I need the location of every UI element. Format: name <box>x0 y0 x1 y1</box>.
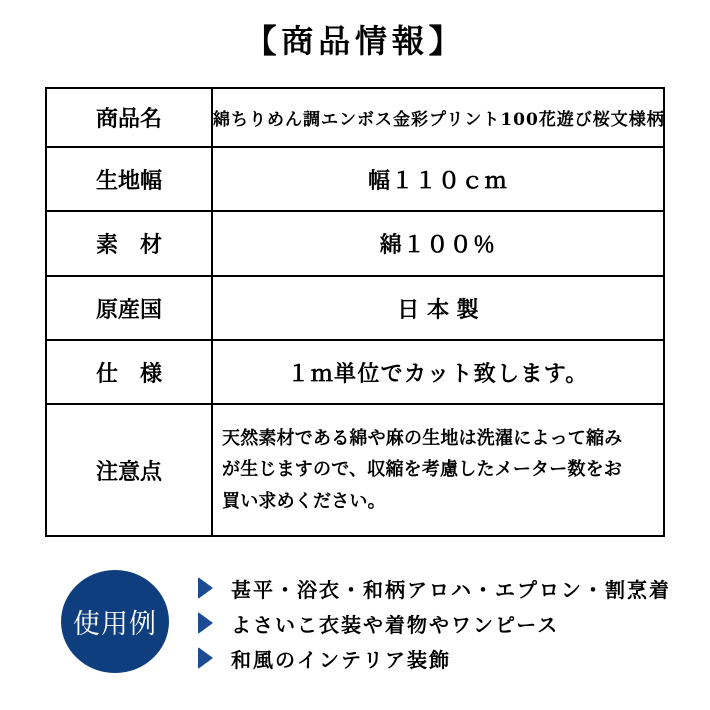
row-value: 日本製 <box>397 296 487 323</box>
table-row <box>47 275 663 339</box>
usage-item-label: よさいこ衣装や着物やワンピース <box>231 612 560 637</box>
row-label: 商品名 <box>47 89 213 146</box>
table-row <box>47 403 663 535</box>
table-row <box>47 146 663 210</box>
row-value: 綿ちりめん調エンボス金彩プリント100花遊び桜文様柄 <box>213 110 665 130</box>
row-label: 素 材 <box>47 212 213 275</box>
usage-item <box>198 646 671 670</box>
row-value: １ｍ単位でカット致します。 <box>287 360 589 387</box>
row-value: 綿１００％ <box>379 232 497 258</box>
product-info-table <box>45 87 665 537</box>
page-title: 【商品情報】 <box>244 22 466 60</box>
arrow-right-icon <box>198 647 213 669</box>
usage-item <box>198 576 671 600</box>
row-value: 幅１１０ｃｍ <box>368 167 508 194</box>
arrow-right-icon <box>198 577 213 599</box>
arrow-right-icon <box>198 612 213 634</box>
usage-list <box>198 576 671 681</box>
row-label: 仕 様 <box>47 341 213 403</box>
table-row <box>47 339 663 403</box>
usage-item <box>198 611 671 635</box>
usage-badge <box>61 570 169 673</box>
table-row <box>47 210 663 275</box>
row-value: 天然素材である綿や麻の生地は洗濯によって縮みが生じますので、収縮を考慮したメーター数をお買い求めください。 <box>222 427 623 512</box>
row-label: 原産国 <box>47 277 213 339</box>
row-label: 注意点 <box>47 405 213 535</box>
usage-item-label: 和風のインテリア装飾 <box>231 647 451 672</box>
table-row <box>47 89 663 146</box>
usage-badge-label: 使用例 <box>72 609 158 640</box>
usage-item-label: 甚平・浴衣・和柄アロハ・エプロン・割烹着 <box>231 577 671 602</box>
row-label: 生地幅 <box>47 148 213 210</box>
